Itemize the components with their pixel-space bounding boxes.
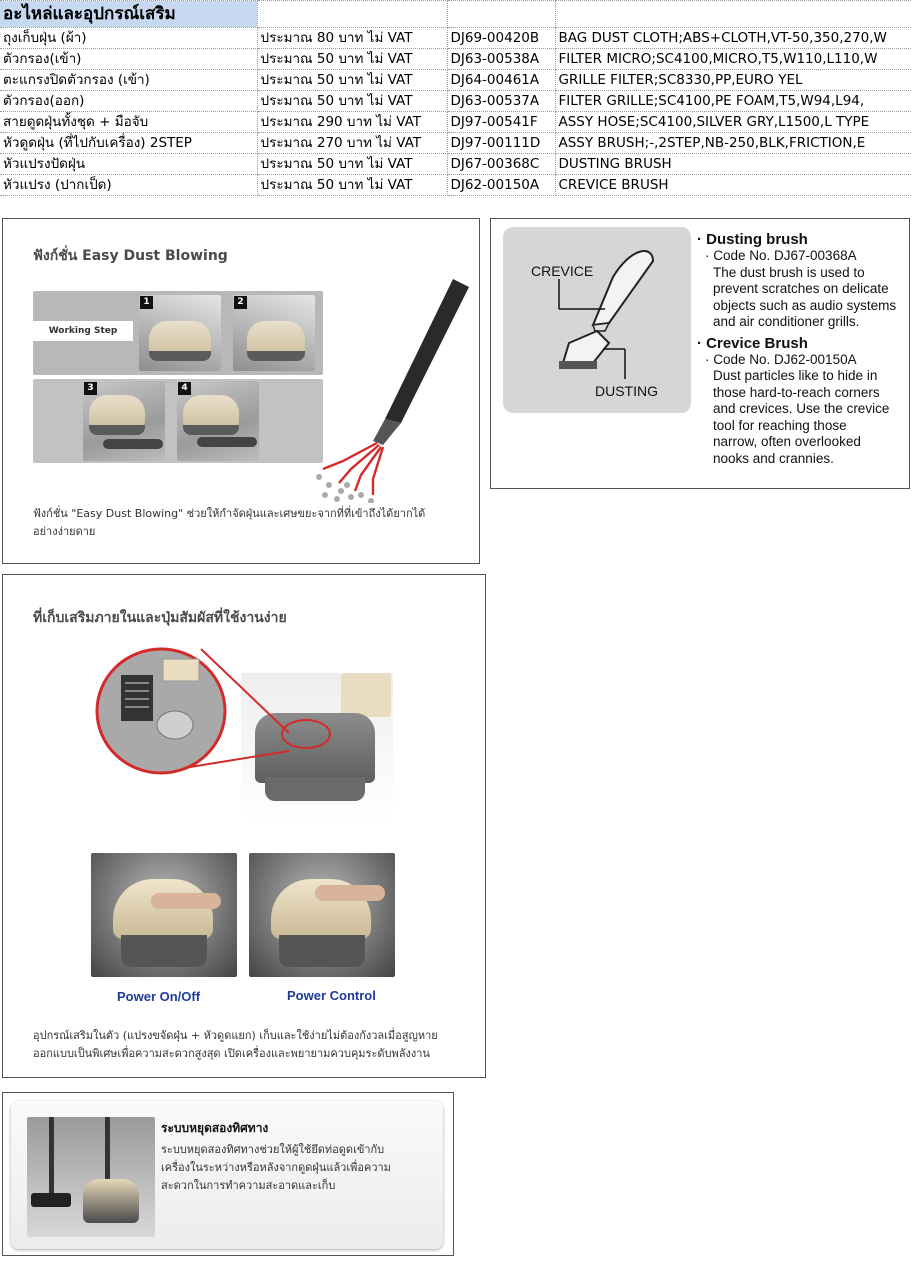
crevice-brush-heading: · Crevice Brush: [697, 335, 907, 352]
crevice-brush-desc: tool for reaching those: [713, 417, 847, 433]
storage-controls-panel: [2, 574, 486, 1078]
part-name-cell[interactable]: ตัวกรอง(เข้า): [0, 49, 257, 70]
dusting-brush-code: · Code No. DJ67-00368A: [705, 248, 907, 265]
part-price-cell[interactable]: ประมาณ 80 บาท ไม่ VAT: [257, 28, 447, 49]
empty-cell[interactable]: [447, 1, 555, 28]
parking-card: [11, 1101, 443, 1249]
crevice-brush-desc: Dust particles like to hide in: [713, 368, 878, 383]
part-code-cell[interactable]: DJ97-00541F: [447, 112, 555, 133]
dusting-brush-desc: The dust brush is used to: [713, 264, 865, 280]
dusting-brush-desc: prevent scratches on delicate: [713, 281, 889, 296]
table-row: [0, 49, 912, 70]
table-header-row: [0, 1, 912, 28]
part-desc-cell[interactable]: CREVICE BRUSH: [555, 175, 912, 196]
parts-sheet: [0, 0, 912, 196]
part-code-cell[interactable]: DJ64-00461A: [447, 70, 555, 91]
part-name-cell[interactable]: ถุงเก็บฝุ่น (ผ้า): [0, 28, 257, 49]
magnifier-zoom-illustration: [93, 641, 293, 781]
part-price-cell[interactable]: ประมาณ 270 บาท ไม่ VAT: [257, 133, 447, 154]
easy-dust-blowing-panel: [2, 218, 480, 564]
part-name-cell[interactable]: หัวแปรง (ปากเป็ด): [0, 175, 257, 196]
parking-system-panel: [2, 1092, 454, 1256]
part-code-cell[interactable]: DJ62-00150A: [447, 175, 555, 196]
panel-body-line: อุปกรณ์เสริมในตัว (แปรงขจัดฝุ่น + หัวดูดแยก) เก็บและใช้ง่ายไม่ต้องกังวลเมื่อสูญหาย: [33, 1029, 438, 1042]
part-price-cell[interactable]: ประมาณ 290 บาท ไม่ VAT: [257, 112, 447, 133]
parking-photo: [27, 1117, 155, 1237]
crevice-brush-code: · Code No. DJ62-00150A: [705, 352, 907, 369]
crevice-brush-desc: narrow, often overlooked: [713, 434, 861, 449]
part-desc-cell[interactable]: DUSTING BRUSH: [555, 154, 912, 175]
table-row: [0, 154, 912, 175]
panel-body-line: ฟังก์ชั่น "Easy Dust Blowing" ช่วยให้กำจัดฝุ่นและเศษขยะจากที่ที่เข้าถึงได้ยากได้: [33, 507, 426, 520]
panel-body-line: ออกแบบเป็นพิเศษเพื่อความสะดวกสูงสุด เปิดเครื่องและพยายามควบคุมระดับพลังงาน: [33, 1047, 430, 1060]
panel-body-line: ระบบหยุดสองทิศทางช่วยให้ผู้ใช้ยึดท่อดูดเข้ากับ: [161, 1143, 385, 1156]
part-name-cell[interactable]: หัวดูดฝุ่น (ที่ไปกับเครื่อง) 2STEP: [0, 133, 257, 154]
part-desc-cell[interactable]: FILTER MICRO;SC4100,MICRO,T5,W110,L110,W: [555, 49, 912, 70]
part-price-cell[interactable]: ประมาณ 50 บาท ไม่ VAT: [257, 91, 447, 112]
step-number: 3: [84, 382, 97, 395]
part-price-cell[interactable]: ประมาณ 50 บาท ไม่ VAT: [257, 154, 447, 175]
dusting-brush-desc: objects such as audio systems: [713, 297, 897, 313]
part-code-cell[interactable]: DJ63-00538A: [447, 49, 555, 70]
power-on-off-photo: [91, 853, 237, 977]
part-code-cell[interactable]: DJ97-00111D: [447, 133, 555, 154]
power-on-off-caption: Power On/Off: [117, 989, 201, 1004]
part-name-cell[interactable]: สายดูดฝุ่นทั้งชุด + มือจับ: [0, 112, 257, 133]
part-code-cell[interactable]: DJ67-00368C: [447, 154, 555, 175]
table-row: [0, 91, 912, 112]
panel-body-line: เครื่องในระหว่างหรือหลังจากดูดฝุ่นแล้วเพื่อความ: [161, 1161, 391, 1174]
part-name-cell[interactable]: หัวแปรงปัดฝุ่น: [0, 154, 257, 175]
panel-title: ฟังก์ชั่น Easy Dust Blowing: [33, 248, 228, 264]
crevice-brush-desc: and crevices. Use the crevice: [713, 401, 890, 416]
parts-table: [0, 0, 912, 196]
part-desc-cell[interactable]: BAG DUST CLOTH;ABS+CLOTH,VT-50,350,270,W: [555, 28, 912, 49]
blowing-nozzle-illustration: [303, 273, 473, 503]
step-number: 4: [178, 382, 191, 395]
empty-cell[interactable]: [555, 1, 912, 28]
power-control-caption: Power Control: [287, 988, 376, 1003]
brushes-panel: [490, 218, 910, 489]
dusting-label: DUSTING: [595, 383, 658, 399]
part-price-cell[interactable]: ประมาณ 50 บาท ไม่ VAT: [257, 49, 447, 70]
part-code-cell[interactable]: DJ63-00537A: [447, 91, 555, 112]
part-desc-cell[interactable]: FILTER GRILLE;SC4100,PE FOAM,T5,W94,L94,: [555, 91, 912, 112]
table-row: [0, 175, 912, 196]
part-name-cell[interactable]: ตะแกรงปิดตัวกรอง (เข้า): [0, 70, 257, 91]
part-desc-cell[interactable]: ASSY BRUSH;-,2STEP,NB-250,BLK,FRICTION,E: [555, 133, 912, 154]
empty-cell[interactable]: [257, 1, 447, 28]
part-code-cell[interactable]: DJ69-00420B: [447, 28, 555, 49]
table-row: [0, 70, 912, 91]
dusting-brush-desc: and air conditioner grills.: [713, 314, 860, 329]
crevice-label: CREVICE: [531, 263, 594, 279]
panel-title: ที่เก็บเสริมภายในและปุ่มสัมผัสที่ใช้งานง่าย: [33, 610, 287, 626]
part-price-cell[interactable]: ประมาณ 50 บาท ไม่ VAT: [257, 70, 447, 91]
step-number: 1: [140, 296, 153, 309]
sheet-header-cell[interactable]: อะไหล่และอุปกรณ์เสริม: [0, 1, 257, 28]
brush-illustration-box: [503, 227, 691, 413]
crevice-brush-desc: nooks and crannies.: [713, 450, 834, 466]
panel-body-line: สะดวกในการทำความสะอาดและเก็บ: [161, 1179, 336, 1192]
table-row: [0, 133, 912, 154]
part-desc-cell[interactable]: GRILLE FILTER;SC8330,PP,EURO YEL: [555, 70, 912, 91]
part-name-cell[interactable]: ตัวกรอง(ออก): [0, 91, 257, 112]
dusting-brush-heading: · Dusting brush: [697, 231, 907, 248]
brush-specs: [697, 231, 907, 467]
step-number: 2: [234, 296, 247, 309]
crevice-brush-desc: those hard-to-reach corners: [713, 384, 880, 400]
part-desc-cell[interactable]: ASSY HOSE;SC4100,SILVER GRY,L1500,L TYPE: [555, 112, 912, 133]
panel-title: ระบบหยุดสองทิศทาง: [161, 1121, 269, 1135]
part-price-cell[interactable]: ประมาณ 50 บาท ไม่ VAT: [257, 175, 447, 196]
table-row: [0, 112, 912, 133]
power-control-photo: [249, 853, 395, 977]
panel-body-line: อย่างง่ายดาย: [33, 525, 96, 538]
table-row: [0, 28, 912, 49]
working-step-label: Working Step: [33, 321, 133, 341]
